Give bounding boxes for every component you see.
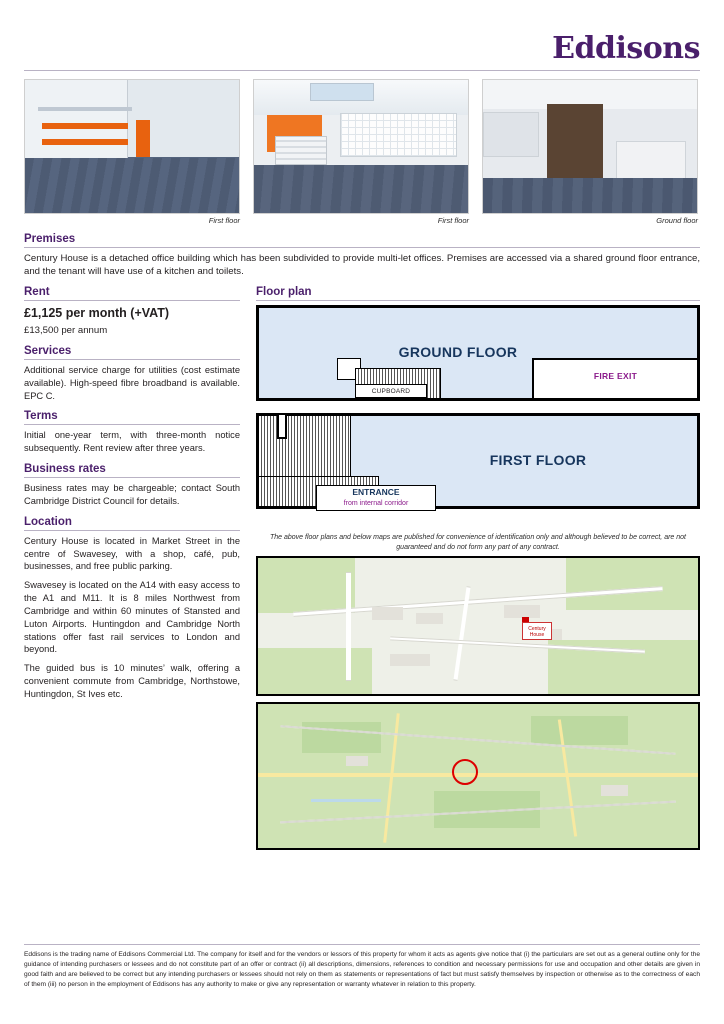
section-divider — [24, 359, 240, 360]
section-divider — [24, 247, 700, 248]
services-section — [24, 345, 240, 402]
photo-strip — [24, 79, 700, 225]
photo-caption: First floor — [437, 216, 469, 225]
page-header — [24, 18, 700, 64]
first-floor-label: FIRST FLOOR — [489, 452, 587, 469]
services-text: Additional service charge for utilities (cost estimate available). High-speed fibre broadband is available. EPC C. — [24, 364, 240, 401]
section-divider — [24, 424, 240, 425]
section-divider — [256, 300, 700, 301]
photo-item — [253, 79, 469, 225]
section-divider — [24, 477, 240, 478]
right-column — [256, 286, 700, 850]
rent-heading: Rent — [24, 286, 50, 299]
entrance-wrap — [256, 487, 700, 539]
location-text-3: The guided bus is 10 minutes’ walk, offering a convenient commute from Cambridge, Northstowe, Huntingdon, St Ives etc. — [24, 663, 240, 699]
photo-item — [24, 79, 240, 225]
premises-heading: Premises — [24, 233, 76, 245]
footer-disclaimer: Eddisons is the trading name of Eddisons Commercial Ltd. The company for itself and for the vendors or lessors of this property for whom it acts as agents give notice that (i) the particulars are set out as a general outline only for the guidance of intending purchasers or lessees and do not constitute part of an offer or contract (ii) all descriptions, dimensions, references to condition and necessary permissions for use and occupation and other details are given in good faith and are believed to be correct but any intending purchasers or lessees should not rely on them as statements or representations of fact but must satisfy themselves by inspection or otherwise as to the correctness of each of them (iii) no person in the employment of Eddisons has any authority to make or give any representation or warranty whatever in relation to this property. — [24, 951, 700, 989]
plan-notch — [277, 413, 287, 439]
content-columns — [24, 286, 700, 850]
location-section — [24, 516, 240, 701]
location-text-1: Century House is located in Market Street in the centre of Swavesey, with a shop, café, pub, businesses, and free public parking. — [24, 535, 240, 572]
photo-first-floor-1 — [24, 79, 240, 214]
terms-heading: Terms — [24, 410, 58, 423]
entrance-callout — [316, 485, 436, 511]
photo-caption: First floor — [208, 216, 240, 225]
cupboard-label-box — [355, 384, 427, 398]
left-column — [24, 286, 240, 850]
photo-ground-floor — [482, 79, 698, 214]
rent-amount: £1,125 per month (+VAT) — [24, 306, 170, 321]
fire-exit-label: FIRE EXIT — [593, 371, 638, 382]
map-location-highlight — [452, 759, 478, 785]
rent-section — [24, 286, 240, 336]
entrance-label: ENTRANCE — [352, 487, 400, 498]
map-pin-century-house: Century House — [522, 622, 552, 640]
footer-divider — [24, 944, 700, 945]
street-map[interactable] — [256, 556, 700, 696]
business-rates-heading: Business rates — [24, 463, 106, 476]
services-heading: Services — [24, 344, 72, 357]
premises-section — [24, 233, 700, 278]
eddisons-logo: Eddisons — [552, 31, 700, 66]
photo-item — [482, 79, 698, 225]
photo-caption: Ground floor — [656, 216, 698, 225]
ground-floor-plan — [256, 305, 700, 401]
location-text-2: Swavesey is located on the A14 with easy access to the A1 and M11. It is 8 miles Northwest from Cambridge and within 60 minutes of Stansted and Luton Airports. Huntingdon and Cambridge North stations offer fast rail services to London and beyond. — [24, 580, 240, 655]
header-divider — [24, 70, 700, 71]
floor-plan-heading: Floor plan — [256, 286, 312, 299]
photo-first-floor-2 — [253, 79, 469, 214]
premises-text: Century House is a detached office building which has been subdivided to provide multi-let offices. Premises are accessed via a shared ground floor entrance, and the tenant will have use of a kitchen and toilets. — [24, 253, 700, 278]
fire-exit-area — [532, 358, 697, 398]
regional-map[interactable] — [256, 702, 700, 850]
cupboard-label: CUPBOARD — [371, 388, 411, 396]
floor-plan-disclaimer: The above floor plans and below maps are published for convenience of identification only and although believed to be correct, are not guaranteed and do not form any part of any contract. — [270, 534, 686, 551]
terms-text: Initial one-year term, with three-month notice subsequently. Rent review after three years. — [24, 430, 240, 454]
section-divider — [24, 530, 240, 531]
section-divider — [24, 300, 240, 301]
location-heading: Location — [24, 515, 72, 528]
rent-annual: £13,500 per annum — [24, 324, 108, 336]
business-rates-text: Business rates may be chargeable; contact South Cambridge District Council for details. — [24, 483, 240, 506]
ground-floor-label: GROUND FLOOR — [398, 344, 518, 361]
terms-section — [24, 410, 240, 455]
entrance-sublabel: from internal corridor — [343, 500, 409, 508]
business-rates-section — [24, 463, 240, 508]
page-footer — [24, 944, 700, 990]
